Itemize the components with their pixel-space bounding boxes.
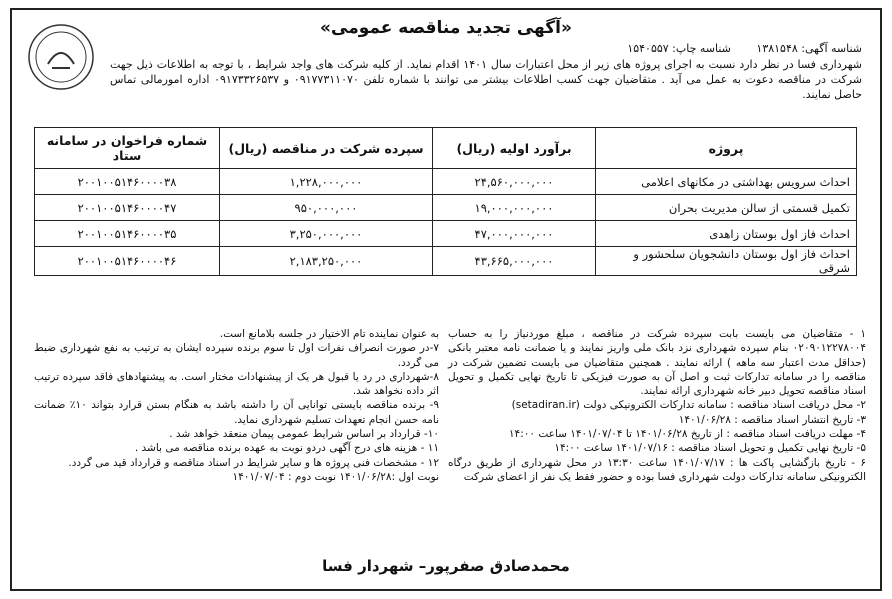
mayor-signature: محمدصادق صفرپور– شهردار فسا xyxy=(322,557,570,575)
table-row xyxy=(35,169,857,195)
estimate-value: ۱۹,۰۰۰,۰۰۰,۰۰۰ xyxy=(433,195,596,221)
intro-paragraph: شهرداری فسا در نظر دارد نسبت به اجرای پروژه های زیر از محل اعتبارات سال ۱۴۰۱ اقدام نماید. از کلیه شرکت های واجد شرایط ، با توجه به اطلاعات ذیل جهت شرکت در مناقصه دعوت به عمل می آید . متقاضیان جهت کسب اطلاعات بیشتر می توانند با شماره تلفن ۰۹۱۷۷۳۱۱۰۷۰ و ۰۹۱۷۳۳۲۶۵۳۷ اداره امورمالی تماس حاصل نمایند. xyxy=(110,58,862,101)
table-header-row xyxy=(35,128,857,169)
condition-item: ۱۰- قرارداد بر اساس شرایط عمومی پیمان منعقد خواهد شد . xyxy=(169,428,439,441)
condition-item: ۷-در صورت انصراف نفرات اول تا سوم برنده سپرده ایشان به ترتیب به نفع شهرداری ضبط می گردد. xyxy=(34,342,439,369)
call-number: ۲۰۰۱۰۰۵۱۴۶۰۰۰۰۳۸ xyxy=(35,169,220,195)
condition-item: ۹- برنده مناقصه بایستی توانایی آن را داشته باشد به هنگام بستن قرارد بتواند ۱۰٪ ضمانت نامه حسن انجام تعهدات تسلیم شهرداری نماید. xyxy=(34,399,439,426)
deposit-value: ۹۵۰,۰۰۰,۰۰۰ xyxy=(220,195,433,221)
deposit-value: ۱,۲۲۸,۰۰۰,۰۰۰ xyxy=(220,169,433,195)
municipality-logo xyxy=(26,22,96,92)
header-deposit: سپرده شرکت در مناقصه (ریال) xyxy=(220,128,433,169)
notice-title: «آگهی تجدید مناقصه عمومی» xyxy=(320,18,572,38)
table-row xyxy=(35,247,857,276)
notice-meta xyxy=(605,42,862,55)
table-row xyxy=(35,221,857,247)
conditions-right-column xyxy=(448,327,866,484)
call-number: ۲۰۰۱۰۰۵۱۴۶۰۰۰۰۴۶ xyxy=(35,247,220,276)
condition-item: ۸-شهرداری در رد یا قبول هر یک از پیشنهادات مختار است. به پیشنهادهای فاقد سپرده ترتیب اثر داده نخواهد شد. xyxy=(34,370,439,398)
deposit-value: ۲,۱۸۳,۲۵۰,۰۰۰ xyxy=(220,247,433,276)
deposit-value: ۳,۲۵۰,۰۰۰,۰۰۰ xyxy=(220,221,433,247)
publication-dates: نوبت اول :۱۴۰۱/۰۶/۲۸ نوبت دوم : ۱۴۰۱/۰۷/۰۴ xyxy=(232,470,439,483)
condition-item: ۱۱ - هزینه های درج آگهی دردو نوبت به عهده برنده مناقصه می باشد . xyxy=(134,442,439,455)
conditions-left-column xyxy=(34,327,439,484)
project-name: احداث فاز اول بوستان دانشجویان سلحشور و شرقی xyxy=(596,247,857,276)
project-name: تکمیل قسمتی از سالن مدیریت بحران xyxy=(596,195,857,221)
condition-item: ۲- محل دریافت اسناد مناقصه : سامانه تدارکات الکترونیکی دولت (setadiran.ir) xyxy=(511,399,866,412)
table-row xyxy=(35,195,857,221)
condition-item: ۱ - متقاضیان می بایست بابت سپرده شرکت در مناقصه ، مبلغ موردنیاز را به حساب ۰۲۰۹۰۱۲۲۷۸۰۰۴ بنام سپرده شهرداری نزد بانک ملی واریز نمایند و یا ضمانت نامه معتبر بانکی (حداقل مدت اعتبار سه ماهه ) ارائه نمایند . همچنین متقاضیان می بایست تضمین شرکت در مناقصه را در سامانه تدارکات ثبت و اصل آن به صورت فیزیکی تا تاریخ نهایی تکمیل و تحویل اسناد مناقصه تحویل دبیر خانه شهرداری ارائه نمایند. xyxy=(448,328,866,398)
condition-item: ۵- تاریخ نهایی تکمیل و تحویل اسناد مناقصه : ۱۴۰۱/۰۷/۱۶ ساعت ۱۴:۰۰ xyxy=(554,442,866,455)
print-id: شناسه چاپ: ۱۵۴۰۵۵۷ xyxy=(627,42,731,55)
project-name: احداث فاز اول بوستان زاهدی xyxy=(596,221,857,247)
call-number: ۲۰۰۱۰۰۵۱۴۶۰۰۰۰۳۵ xyxy=(35,221,220,247)
condition-item: به عنوان نماینده تام الاختیار در جلسه بلامانع است. xyxy=(219,328,439,340)
condition-item: ۴- مهلت دریافت اسناد مناقصه : از تاریخ ۱۴۰۱/۰۶/۲۸ تا ۱۴۰۱/۰۷/۰۴ ساعت ۱۴:۰۰ xyxy=(508,428,866,441)
condition-item: ۳- تاریخ انتشار اسناد مناقصه : ۱۴۰۱/۰۶/۲۸ xyxy=(678,413,866,426)
call-number: ۲۰۰۱۰۰۵۱۴۶۰۰۰۰۴۷ xyxy=(35,195,220,221)
header-estimate: برآورد اولیه (ریال) xyxy=(433,128,596,169)
estimate-value: ۴۳,۶۶۵,۰۰۰,۰۰۰ xyxy=(433,247,596,276)
estimate-value: ۲۴,۵۶۰,۰۰۰,۰۰۰ xyxy=(433,169,596,195)
notice-id: شناسه آگهی: ۱۳۸۱۵۴۸ xyxy=(756,42,862,55)
projects-table xyxy=(34,127,857,276)
condition-item: ۶ - تاریخ بازگشایی پاکت ها : ۱۴۰۱/۰۷/۱۷ ساعت ۱۳:۳۰ در محل شهرداری از طریق درگاه الکترونیکی سامانه تدارکات دولت شهرداری فسا بوده و حضور فقط یک نفر از اعضای شرکت xyxy=(448,456,866,483)
header-call-number: شماره فراخوان در سامانه ستاد xyxy=(35,128,220,169)
estimate-value: ۴۷,۰۰۰,۰۰۰,۰۰۰ xyxy=(433,221,596,247)
header-project: پروژه xyxy=(596,128,857,169)
condition-item: ۱۲ - مشخصات فنی پروژه ها و سایر شرایط در اسناد مناقصه و قرارداد قید می گردد. xyxy=(68,456,439,469)
project-name: احداث سرویس بهداشتی در مکانهای اعلامی xyxy=(596,169,857,195)
